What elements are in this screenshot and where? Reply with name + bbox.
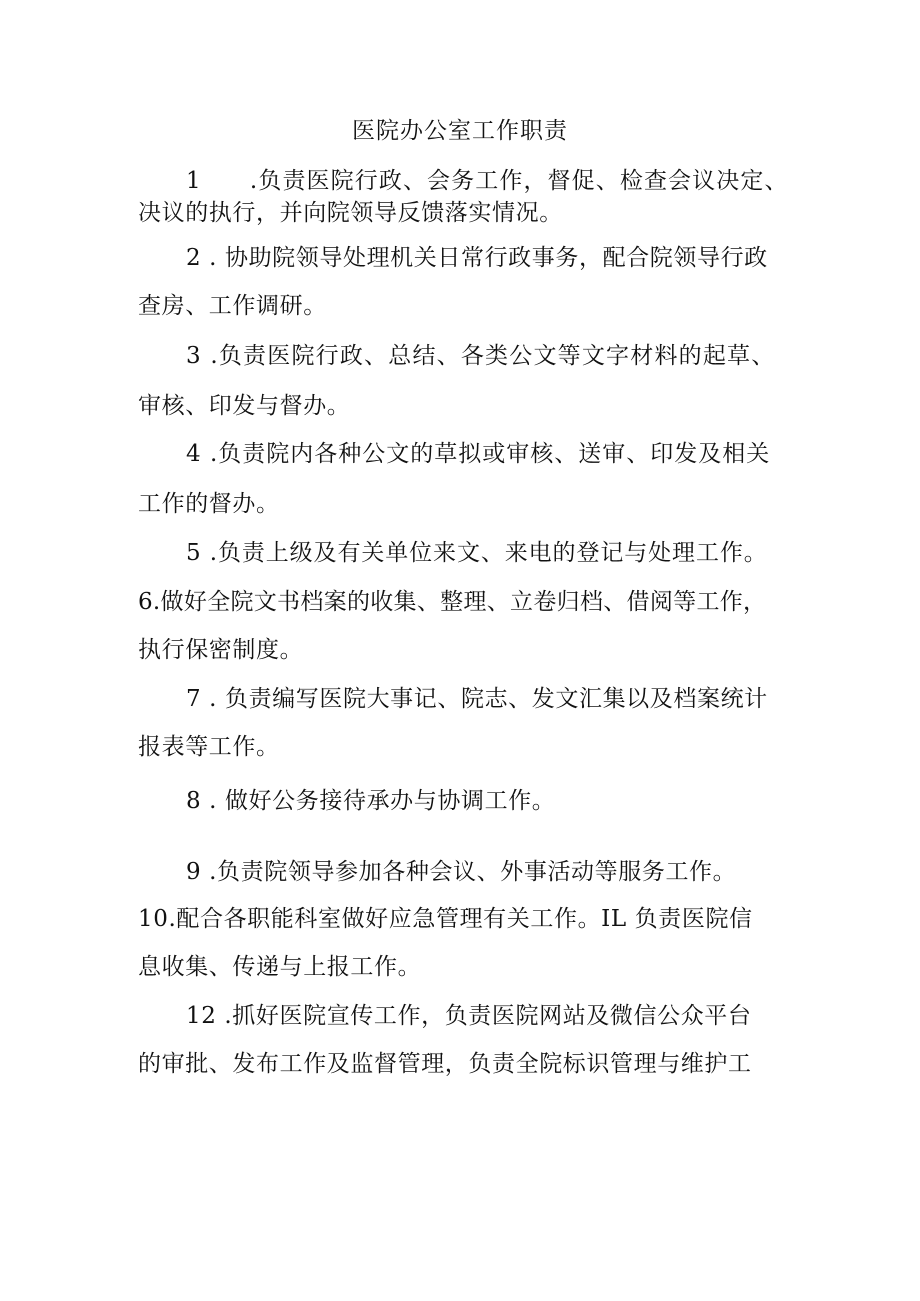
text-line: 6.做好全院文书档案的收集、整理、立卷归档、借阅等工作，	[138, 589, 767, 615]
text-line: 7 . 负责编写医院大事记、院志、发文汇集以及档案统计	[186, 686, 768, 712]
text-line: 息收集、传递与上报工作。	[138, 954, 422, 980]
text-line: 3 .负责医院行政、总结、各类公文等文字材料的起草、	[186, 343, 776, 369]
text-line: 决议的执行，并向院领导反馈落实情况。	[138, 200, 563, 226]
text-line: 报表等工作。	[138, 734, 280, 760]
text-line: 查房、工作调研。	[138, 293, 327, 319]
text-line: 的审批、发布工作及监督管理，负责全院标识管理与维护工	[138, 1051, 752, 1077]
text-line: 8 . 做好公务接待承办与协调工作。	[186, 788, 556, 814]
text-line: 4 .负责院内各种公文的草拟或审核、送审、印发及相关	[186, 441, 771, 467]
text-line: 审核、印发与督办。	[138, 393, 351, 419]
text-line: 10.配合各职能科室做好应急管理有关工作。IL 负责医院信	[138, 906, 753, 932]
text-line: 5 .负责上级及有关单位来文、来电的登记与处理工作。	[186, 540, 768, 566]
text-line: 12 .抓好医院宣传工作，负责医院网站及微信公众平台	[186, 1003, 752, 1029]
text-line: 执行保密制度。	[138, 637, 304, 663]
text-line: 2 . 协助院领导处理机关日常行政事务，配合院领导行政	[186, 245, 768, 271]
text-line: 工作的督办。	[138, 491, 280, 517]
text-line: 9 .负责院领导参加各种会议、外事活动等服务工作。	[186, 859, 737, 885]
text-line: 1 .负责医院行政、会务工作，督促、检查会议决定、	[186, 168, 789, 194]
document-title: 医院办公室工作职责	[352, 118, 568, 144]
